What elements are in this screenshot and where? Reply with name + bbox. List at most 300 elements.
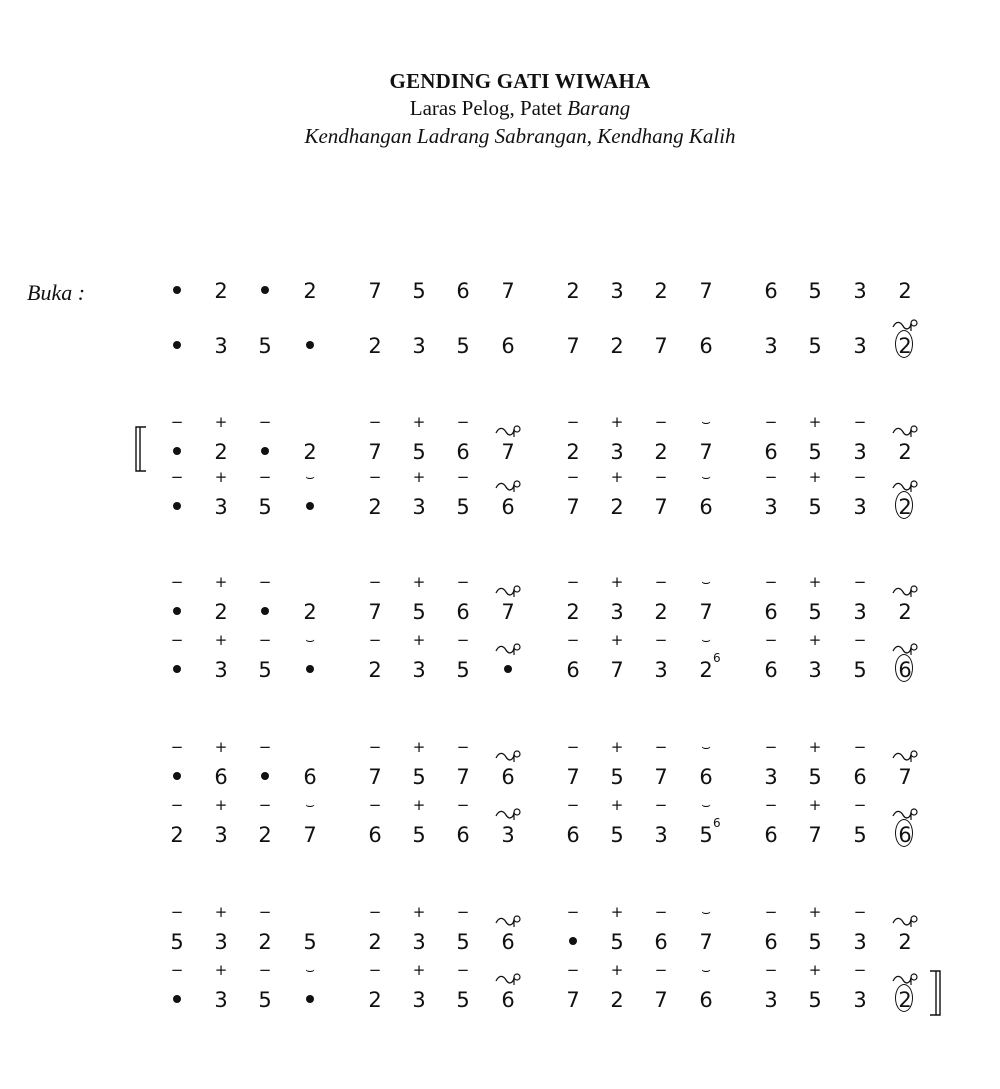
kempyang-mark: − <box>456 468 470 486</box>
note <box>840 903 880 956</box>
note-value: 3 <box>764 334 778 358</box>
note-value: 7 <box>699 930 713 954</box>
kempyang-mark: − <box>368 468 382 486</box>
note <box>641 413 681 466</box>
note <box>488 277 528 305</box>
note-value: 5 <box>808 334 822 358</box>
kethuk-mark: + <box>412 631 426 649</box>
note <box>641 796 681 849</box>
note-value: 5 <box>412 600 426 624</box>
kethuk-mark: + <box>610 573 624 591</box>
kempyang-mark: − <box>566 468 580 486</box>
kempyang-mark: − <box>566 573 580 591</box>
note <box>686 961 726 1014</box>
note-value: 5 <box>412 279 426 303</box>
note <box>795 573 835 626</box>
kethuk-mark: + <box>808 468 822 486</box>
note <box>840 631 880 684</box>
note <box>355 573 395 626</box>
note <box>443 796 483 849</box>
kempyang-mark: − <box>764 961 778 979</box>
kempyang-mark: − <box>764 631 778 649</box>
note-value: 6 <box>764 658 778 682</box>
note-value: 5 <box>808 988 822 1012</box>
kempyang-mark: − <box>258 413 272 431</box>
note-value: 6 <box>654 930 668 954</box>
kempyang-mark: − <box>170 573 184 591</box>
note-value: 5 <box>808 495 822 519</box>
rest-dot <box>157 738 197 791</box>
note-value: 7 <box>303 823 317 847</box>
dot-icon <box>173 995 181 1003</box>
kethuk-mark: + <box>412 961 426 979</box>
note <box>686 631 726 684</box>
note <box>795 796 835 849</box>
note-value: 2 <box>654 600 668 624</box>
rest-dot <box>157 961 197 1014</box>
note-value: 6 <box>456 600 470 624</box>
note-value: 3 <box>412 930 426 954</box>
note-value: 7 <box>501 440 515 464</box>
note <box>245 796 285 849</box>
note-value: 5 <box>258 495 272 519</box>
note-value: 6 <box>853 765 867 789</box>
note <box>443 573 483 626</box>
kempyang-mark: − <box>456 631 470 649</box>
kempyang-mark: − <box>566 796 580 814</box>
note <box>553 413 593 466</box>
kempyang-mark: − <box>853 738 867 756</box>
note-value: 6 <box>699 334 713 358</box>
note <box>245 468 285 521</box>
note <box>553 796 593 849</box>
note-value: 6 <box>501 495 515 519</box>
note <box>399 631 439 684</box>
note <box>399 573 439 626</box>
note-value: 3 <box>214 823 228 847</box>
note-value: 3 <box>808 658 822 682</box>
kempyang-mark: − <box>368 738 382 756</box>
note <box>355 961 395 1014</box>
note-value: 6 <box>456 279 470 303</box>
note-value: 7 <box>501 600 515 624</box>
kempyang-mark: − <box>853 468 867 486</box>
note-value: 7 <box>368 279 382 303</box>
kempyang-mark: − <box>566 631 580 649</box>
note-value: 7 <box>808 823 822 847</box>
note <box>840 738 880 791</box>
note <box>795 277 835 305</box>
note <box>795 413 835 466</box>
kempyang-mark: − <box>170 738 184 756</box>
dot-icon <box>306 502 314 510</box>
note <box>840 332 880 360</box>
note-value: 6 <box>303 765 317 789</box>
kempyang-mark: − <box>368 961 382 979</box>
note <box>751 738 791 791</box>
buka-label: Buka : <box>27 280 86 305</box>
note-value: 5 <box>412 440 426 464</box>
note <box>885 438 925 466</box>
note <box>885 332 925 360</box>
note <box>686 332 726 360</box>
note <box>488 598 528 626</box>
note <box>597 796 637 849</box>
note <box>641 631 681 684</box>
kenong-superscript: 6 <box>713 816 721 830</box>
note <box>488 821 528 849</box>
dot-icon <box>569 937 577 945</box>
note <box>686 468 726 521</box>
note-value: 2 <box>699 658 713 682</box>
note-value: 5 <box>610 930 624 954</box>
note-value: 3 <box>853 988 867 1012</box>
kenong-mark: ⌣ <box>701 468 711 486</box>
note <box>399 961 439 1014</box>
kempyang-mark: − <box>170 631 184 649</box>
kempyang-mark: − <box>170 468 184 486</box>
note <box>885 277 925 305</box>
note-value: 6 <box>368 823 382 847</box>
note-value: 2 <box>610 988 624 1012</box>
kempyang-mark: − <box>853 796 867 814</box>
kempyang-mark: − <box>654 961 668 979</box>
note <box>399 468 439 521</box>
kempyang-mark: − <box>654 413 668 431</box>
note-value: 2 <box>214 440 228 464</box>
note-value: 6 <box>699 988 713 1012</box>
note-value: 3 <box>412 334 426 358</box>
note <box>641 903 681 956</box>
note <box>840 413 880 466</box>
kempyang-mark: − <box>170 903 184 921</box>
note <box>488 763 528 791</box>
kempyang-mark: − <box>258 573 272 591</box>
note-value: 6 <box>456 823 470 847</box>
kempyang-mark: − <box>258 468 272 486</box>
note <box>443 738 483 791</box>
note <box>840 277 880 305</box>
note-value: 5 <box>699 823 713 847</box>
kethuk-mark: + <box>808 903 822 921</box>
rest-dot <box>290 631 330 684</box>
note-value: 6 <box>898 658 912 682</box>
kethuk-mark: + <box>214 961 228 979</box>
note <box>686 903 726 956</box>
title-block <box>0 68 1000 150</box>
note <box>751 573 791 626</box>
repeat-end-bracket <box>928 970 942 1016</box>
note <box>443 468 483 521</box>
note-value: 5 <box>808 930 822 954</box>
note <box>553 631 593 684</box>
note-value: 2 <box>898 440 912 464</box>
note-value: 2 <box>898 930 912 954</box>
note-value: 2 <box>258 823 272 847</box>
note-value: 5 <box>456 495 470 519</box>
note-value: 7 <box>566 495 580 519</box>
dot-icon <box>261 447 269 455</box>
dot-icon <box>173 341 181 349</box>
kenong-mark: ⌣ <box>701 738 711 756</box>
note-value: 6 <box>764 823 778 847</box>
note-value: 6 <box>501 765 515 789</box>
note <box>795 961 835 1014</box>
note-value: 2 <box>368 334 382 358</box>
note <box>641 573 681 626</box>
kethuk-mark: + <box>214 631 228 649</box>
note-value: 7 <box>566 765 580 789</box>
note <box>597 961 637 1014</box>
kempyang-mark: − <box>654 738 668 756</box>
note-value: 3 <box>764 988 778 1012</box>
note-value: 3 <box>853 440 867 464</box>
note-value: 7 <box>456 765 470 789</box>
note <box>751 903 791 956</box>
note <box>355 903 395 956</box>
note <box>355 413 395 466</box>
note-value: 2 <box>303 440 317 464</box>
note-value: 7 <box>610 658 624 682</box>
rest-dot <box>245 413 285 466</box>
kempyang-mark: − <box>654 631 668 649</box>
note <box>201 903 241 956</box>
dot-icon <box>173 665 181 673</box>
note <box>686 796 726 849</box>
kethuk-mark: + <box>808 961 822 979</box>
note-value: 3 <box>412 988 426 1012</box>
note <box>355 738 395 791</box>
note-value: 6 <box>566 658 580 682</box>
rest-dot <box>245 277 285 305</box>
dot-icon <box>173 772 181 780</box>
gong-circle-icon <box>895 819 913 847</box>
note-value: 5 <box>258 658 272 682</box>
note-value: 5 <box>456 930 470 954</box>
note <box>686 277 726 305</box>
kethuk-mark: + <box>214 413 228 431</box>
note-value: 3 <box>610 600 624 624</box>
note <box>553 573 593 626</box>
kempyang-mark: − <box>368 573 382 591</box>
note <box>443 631 483 684</box>
note-value: 2 <box>898 600 912 624</box>
note-value: 2 <box>303 600 317 624</box>
note-value: 3 <box>214 930 228 954</box>
dot-icon <box>504 665 512 673</box>
note <box>290 928 330 956</box>
note-value: 3 <box>214 334 228 358</box>
kempyang-mark: − <box>456 413 470 431</box>
note-value: 3 <box>501 823 515 847</box>
dot-icon <box>261 772 269 780</box>
note <box>840 468 880 521</box>
note <box>201 738 241 791</box>
gong-circle-icon <box>895 330 913 358</box>
kempyang-mark: − <box>764 413 778 431</box>
note <box>201 468 241 521</box>
note-value: 2 <box>258 930 272 954</box>
rest-dot <box>553 903 593 956</box>
kenong-mark: ⌣ <box>701 961 711 979</box>
note-value: 5 <box>853 823 867 847</box>
note <box>488 438 528 466</box>
kethuk-mark: + <box>214 903 228 921</box>
note <box>751 961 791 1014</box>
note-value: 3 <box>214 658 228 682</box>
note-value: 3 <box>654 823 668 847</box>
kethuk-mark: + <box>808 573 822 591</box>
note <box>686 738 726 791</box>
kempyang-mark: − <box>368 903 382 921</box>
kethuk-mark: + <box>214 796 228 814</box>
note <box>488 332 528 360</box>
note <box>443 903 483 956</box>
kempyang-mark: − <box>258 961 272 979</box>
kempyang-mark: − <box>170 413 184 431</box>
note <box>885 598 925 626</box>
kethuk-mark: + <box>808 738 822 756</box>
kempyang-mark: − <box>566 961 580 979</box>
note <box>795 903 835 956</box>
kendhangan-subtitle: Kendhangan Ladrang Sabrangan, Kendhang Kalih <box>304 124 736 148</box>
note <box>488 493 528 521</box>
note-value: 5 <box>456 334 470 358</box>
note-value: 5 <box>412 823 426 847</box>
kempyang-mark: − <box>368 631 382 649</box>
rest-dot <box>157 468 197 521</box>
note-value: 7 <box>654 334 668 358</box>
note <box>201 631 241 684</box>
note <box>597 738 637 791</box>
kempyang-mark: − <box>566 413 580 431</box>
kethuk-mark: + <box>610 468 624 486</box>
note-value: 2 <box>898 279 912 303</box>
kethuk-mark: + <box>214 573 228 591</box>
rest-dot <box>157 277 197 305</box>
kempyang-mark: − <box>368 413 382 431</box>
rest-dot <box>157 413 197 466</box>
note-value: 2 <box>654 440 668 464</box>
kempyang-mark: − <box>258 796 272 814</box>
kethuk-mark: + <box>412 903 426 921</box>
kempyang-mark: − <box>456 903 470 921</box>
note <box>553 332 593 360</box>
kethuk-mark: + <box>808 631 822 649</box>
note <box>885 986 925 1014</box>
note <box>245 903 285 956</box>
note <box>201 277 241 305</box>
kempyang-mark: − <box>764 738 778 756</box>
kethuk-mark: + <box>412 573 426 591</box>
note <box>597 413 637 466</box>
note <box>840 961 880 1014</box>
note <box>840 573 880 626</box>
rest-dot <box>157 573 197 626</box>
kempyang-mark: − <box>654 573 668 591</box>
note <box>751 277 791 305</box>
note-value: 3 <box>214 988 228 1012</box>
note-value: 7 <box>699 279 713 303</box>
note-value: 2 <box>214 600 228 624</box>
note-value: 3 <box>214 495 228 519</box>
kempyang-mark: − <box>764 468 778 486</box>
rest-dot <box>245 573 285 626</box>
note-value: 7 <box>654 765 668 789</box>
dot-icon <box>261 607 269 615</box>
note <box>597 573 637 626</box>
kenong-mark: ⌣ <box>701 631 711 649</box>
note-value: 6 <box>764 930 778 954</box>
kethuk-mark: + <box>610 631 624 649</box>
note <box>488 986 528 1014</box>
note-value: 3 <box>412 495 426 519</box>
kempyang-mark: − <box>170 961 184 979</box>
note-value: 5 <box>456 658 470 682</box>
note <box>795 738 835 791</box>
rest-dot <box>157 332 197 360</box>
kempyang-mark: − <box>853 631 867 649</box>
note <box>597 903 637 956</box>
dot-icon <box>306 341 314 349</box>
note <box>641 738 681 791</box>
note-value: 3 <box>853 334 867 358</box>
note-value: 7 <box>368 765 382 789</box>
kempyang-mark: − <box>456 961 470 979</box>
kenong-mark: ⌣ <box>701 413 711 431</box>
kempyang-mark: − <box>258 631 272 649</box>
note <box>443 413 483 466</box>
piece-title: GENDING GATI WIWAHA <box>389 69 651 93</box>
note <box>751 332 791 360</box>
note <box>641 961 681 1014</box>
note-value: 5 <box>456 988 470 1012</box>
note <box>399 903 439 956</box>
note <box>795 468 835 521</box>
note <box>488 928 528 956</box>
note-value: 2 <box>898 334 912 358</box>
note <box>355 468 395 521</box>
note-value: 2 <box>368 988 382 1012</box>
kethuk-mark: + <box>808 796 822 814</box>
kethuk-mark: + <box>412 413 426 431</box>
note <box>157 903 197 956</box>
note-value: 2 <box>368 658 382 682</box>
kethuk-mark: + <box>610 738 624 756</box>
kempyang-mark: − <box>853 573 867 591</box>
note <box>443 332 483 360</box>
note <box>885 656 925 684</box>
note <box>553 961 593 1014</box>
dot-icon <box>173 502 181 510</box>
kempyang-mark: − <box>456 738 470 756</box>
note <box>201 961 241 1014</box>
note <box>399 277 439 305</box>
dot-icon <box>261 286 269 294</box>
note-value: 6 <box>764 279 778 303</box>
note-value: 5 <box>808 279 822 303</box>
note-value: 3 <box>853 930 867 954</box>
note-value: 2 <box>610 334 624 358</box>
note <box>245 631 285 684</box>
note-value: 2 <box>566 600 580 624</box>
patet-name: Barang <box>567 96 631 120</box>
note <box>751 796 791 849</box>
note-value: 5 <box>258 334 272 358</box>
note <box>641 468 681 521</box>
note-value: 2 <box>214 279 228 303</box>
note-value: 7 <box>654 988 668 1012</box>
